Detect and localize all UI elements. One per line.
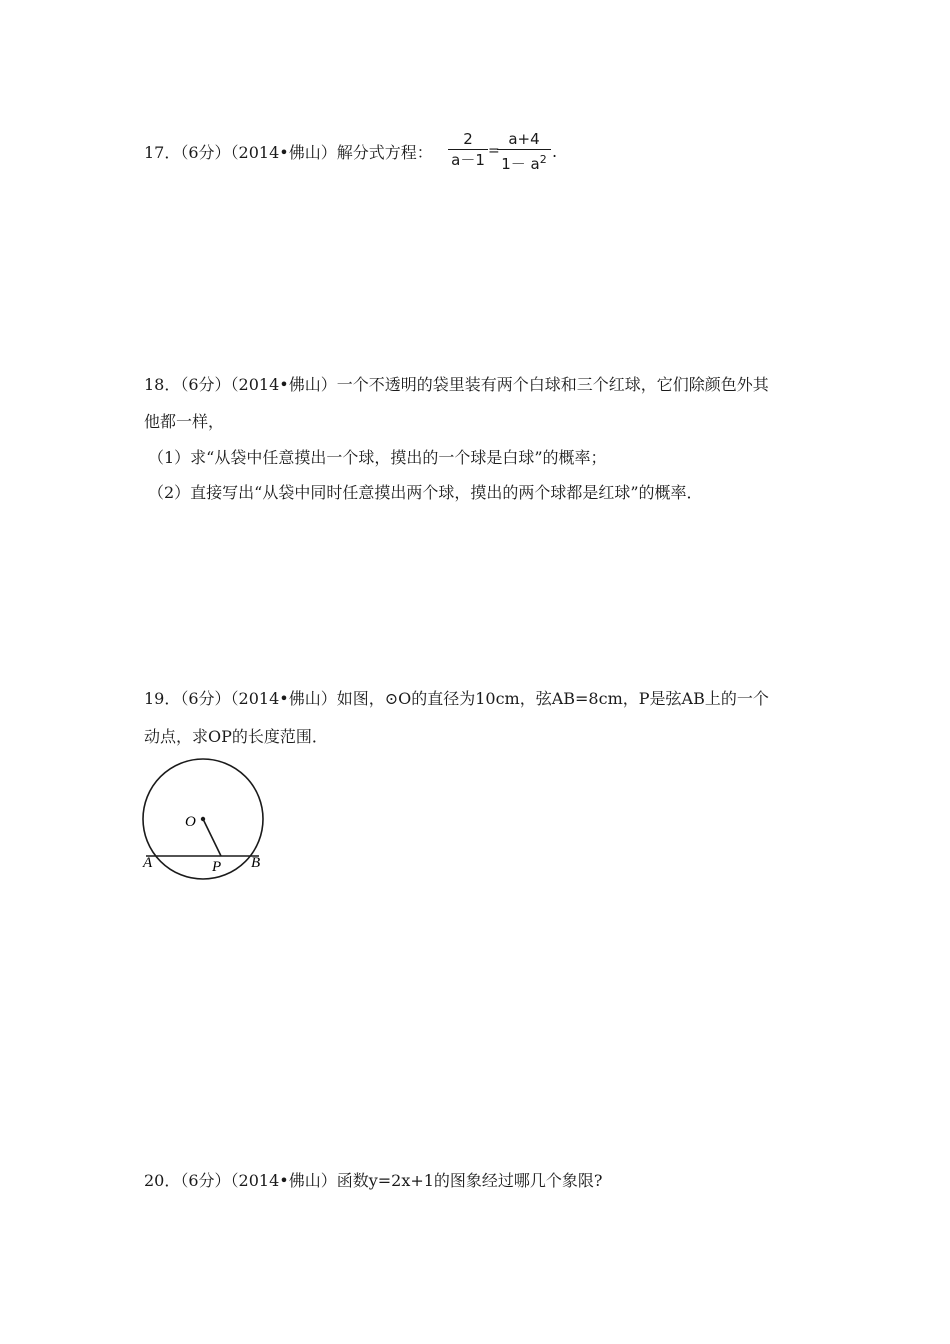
center-point	[201, 817, 205, 821]
q17-frac2-den-base: 1－ a	[501, 155, 540, 173]
q18-line1: 18．（6分）（2014•佛山）一个不透明的袋里装有两个白球和三个红球，它们除颜色外其	[144, 375, 769, 394]
q17-fraction-right	[497, 130, 551, 173]
q17-fraction-left	[448, 130, 488, 169]
q17-period: .	[552, 142, 558, 161]
q19-line1: 19．（6分）（2014•佛山）如图，⊙O的直径为10cm，弦AB=8cm，P是弦AB上的一个	[144, 689, 769, 708]
q19-circle-figure	[136, 755, 276, 885]
q19-line2: 动点，求OP的长度范围．	[144, 727, 328, 746]
label-p: P	[212, 859, 222, 875]
q17-frac2-numerator: a+4	[508, 130, 540, 148]
q20-line1: 20．（6分）（2014•佛山）函数y=2x+1的图象经过哪几个象限?	[144, 1171, 603, 1190]
q17-frac2-denominator	[497, 151, 551, 173]
q17-prefix: 17．（6分）（2014•佛山）解分式方程：	[144, 143, 433, 162]
fraction-bar	[448, 149, 488, 150]
fraction-bar	[497, 149, 551, 150]
q18-part2: （2）直接写出“从袋中同时任意摸出两个球，摸出的两个球都是红球”的概率．	[148, 483, 703, 502]
q18-line2: 他都一样，	[144, 412, 225, 431]
q17-frac1-denominator: a－1	[451, 151, 485, 169]
label-b: B	[251, 855, 261, 871]
label-a: A	[143, 855, 153, 871]
q17-frac1-numerator: 2	[463, 130, 473, 148]
q18-part1: （1）求“从袋中任意摸出一个球，摸出的一个球是白球”的概率；	[148, 448, 607, 467]
segment-op	[203, 819, 221, 856]
q17-frac2-den-exponent: 2	[539, 153, 547, 166]
label-o: O	[185, 814, 196, 830]
q17-equals: =	[488, 143, 500, 159]
